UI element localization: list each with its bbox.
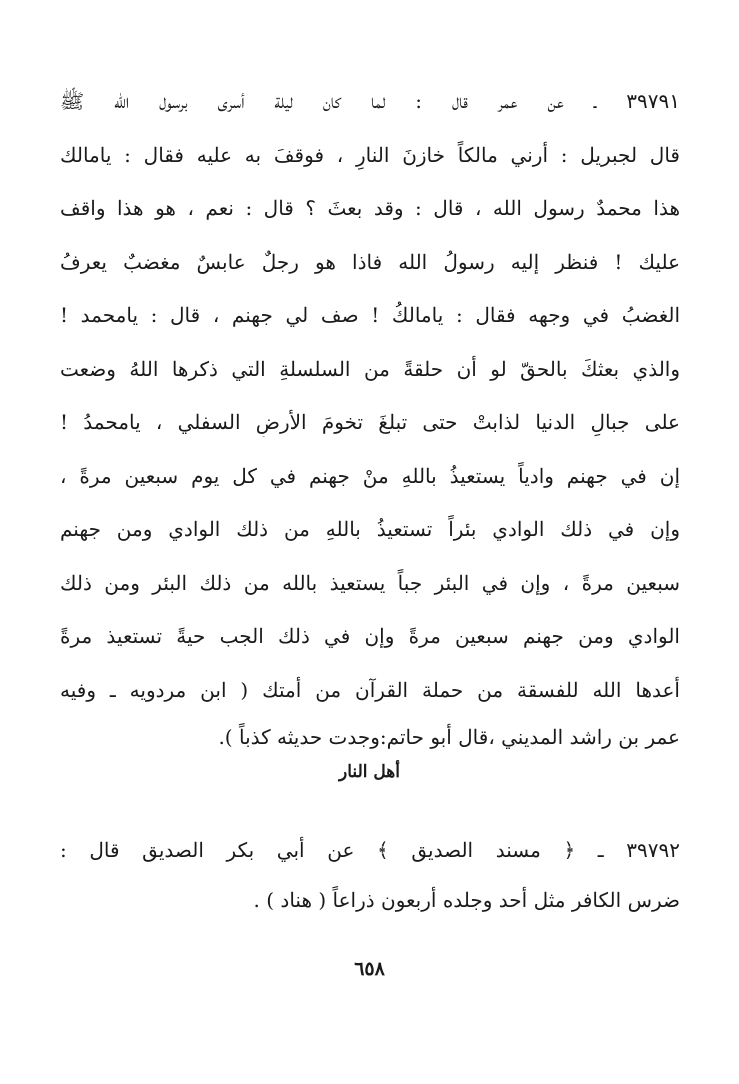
page-number: ٦٥٨ (354, 958, 385, 980)
text-line: أعدها الله للفسقة من حملة القرآن من أمتك ( ابن مردويه ـ وفيه (60, 678, 680, 702)
text-line: قال لجبريل : أرني مالكاً خازنَ النارِ ، فوقفَ به عليه فقال : يامالك (60, 143, 680, 167)
text-line: الغضبُ في وجهه فقال : يامالكُ ! صف لي جهنم ، قال : يامحمد ! (60, 303, 680, 327)
text-line: وإن في ذلك الوادي بئراً تستعيذُ باللهِ من ذلك الوادي ومن جهنم (60, 517, 680, 541)
text-line: على جبالِ الدنيا لذابتْ حتى تبلغَ تخومَ الأرضِ السفلي ، يامحمدُ ! (60, 410, 680, 434)
section-heading: أهل النار (339, 762, 400, 782)
text-line: الوادي ومن جهنم سبعين مرةً وإن في ذلك الجب حيةً تستعيذ مرةً (60, 624, 680, 648)
text-line: عمر بن راشد المديني ،قال أبو حاتم:وجدت حديثه كذباً ). (218, 725, 680, 749)
text-line: والذي بعثكَ بالحقّ لو أن حلقةً من السلسلةِ التي ذكرها اللهُ وضعت (60, 357, 680, 381)
text-line: إن في جهنم وادياً يستعيذُ باللهِ منْ جهنم في كل يوم سبعين مرةً ، (60, 464, 680, 488)
text-line: عليك ! فنظر إليه رسولُ الله فاذا هو رجلٌ عابسٌ مغضبٌ يعرفُ (60, 250, 680, 274)
text-line: ضرس الكافر مثل أحد وجلده أربعون ذراعاً ( هناد ) . (253, 888, 680, 912)
text-line: ٣٩٧٩١ ـ عن عمر قال : لما كان ليلة أسرى برسول الله ﷺ (60, 89, 680, 113)
text-line: ٣٩٧٩٢ ـ ﴿ مسند الصديق ﴾ عن أبي بكر الصديق قال : (60, 838, 680, 862)
text-line: سبعين مرةً ، وإن في البئر جباً يستعيذ بالله من ذلك البئر ومن ذلك (60, 571, 680, 595)
text-line: هذا محمدٌ رسول الله ، قال : وقد بعثَ ؟ قال : نعم ، هو هذا واقف (60, 196, 680, 220)
